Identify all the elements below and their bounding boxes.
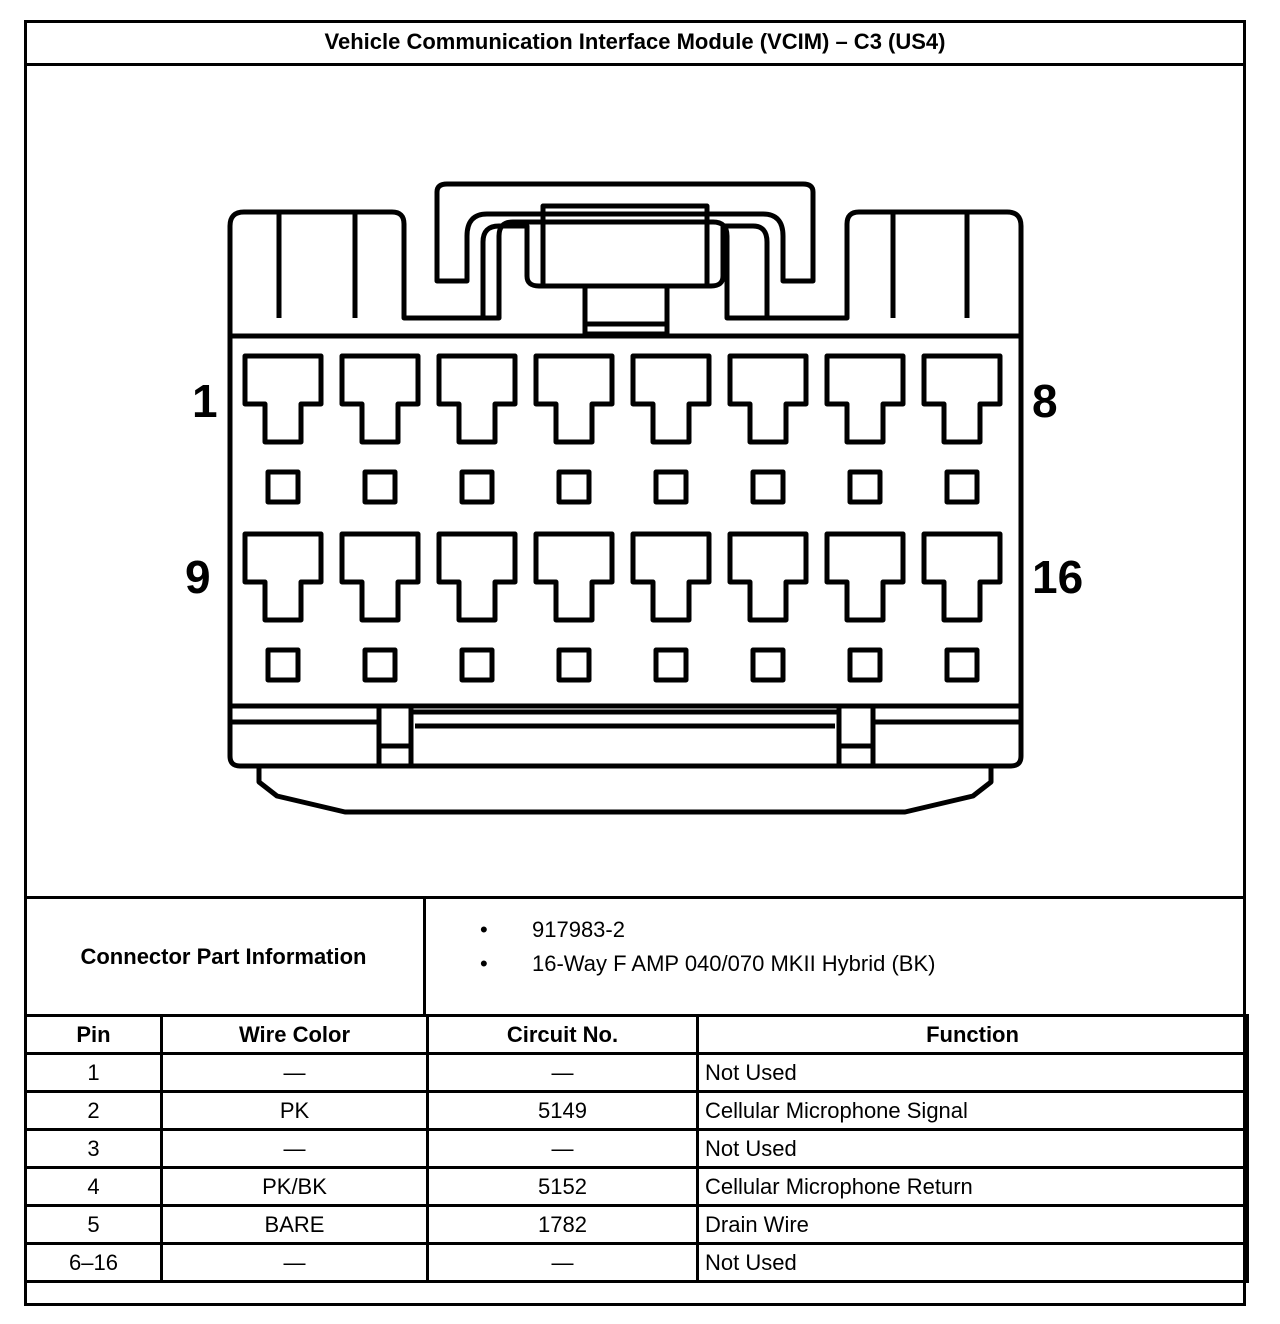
- cell-pin: 3: [26, 1130, 162, 1168]
- list-item: [456, 947, 935, 981]
- connector-info-list: [456, 913, 935, 981]
- bullet-icon: •: [480, 951, 488, 976]
- terminal-cavity-1: [245, 356, 321, 442]
- lock-key: [585, 286, 667, 334]
- terminal-lock-3: [462, 472, 492, 502]
- terminal-lock-11: [462, 650, 492, 680]
- cell-circuit: 1782: [428, 1206, 698, 1244]
- center-lock-outer: [437, 184, 813, 281]
- terminal-cavity-2: [342, 356, 418, 442]
- cell-circuit: 5149: [428, 1092, 698, 1130]
- table-row: [26, 1244, 1248, 1282]
- terminal-cavity-3: [439, 356, 515, 442]
- cavity-row-2: [245, 534, 1000, 680]
- terminal-cavity-13: [633, 534, 709, 620]
- table-row: [26, 1054, 1248, 1092]
- terminal-cavity-14: [730, 534, 806, 620]
- connector-description: 16-Way F AMP 040/070 MKII Hybrid (BK): [532, 951, 936, 976]
- cell-pin: 1: [26, 1054, 162, 1092]
- terminal-cavity-16: [924, 534, 1000, 620]
- connector-face-drawing: [27, 66, 1243, 896]
- terminal-lock-5: [656, 472, 686, 502]
- cavity-row-1: [245, 356, 1000, 502]
- terminal-cavity-15: [827, 534, 903, 620]
- terminal-lock-2: [365, 472, 395, 502]
- cell-circuit: —: [428, 1244, 698, 1282]
- cell-circuit: 5152: [428, 1168, 698, 1206]
- bullet-icon: •: [480, 917, 488, 942]
- cell-function: Not Used: [698, 1054, 1248, 1092]
- cell-function: Cellular Microphone Return: [698, 1168, 1248, 1206]
- cell-wire-color: BARE: [162, 1206, 428, 1244]
- terminal-lock-7: [850, 472, 880, 502]
- cell-wire-color: PK/BK: [162, 1168, 428, 1206]
- terminal-lock-6: [753, 472, 783, 502]
- cell-pin: 4: [26, 1168, 162, 1206]
- terminal-lock-15: [850, 650, 880, 680]
- cell-function: Not Used: [698, 1130, 1248, 1168]
- terminal-lock-4: [559, 472, 589, 502]
- cell-pin: 6–16: [26, 1244, 162, 1282]
- table-header-row: [26, 1016, 1248, 1054]
- terminal-lock-8: [947, 472, 977, 502]
- connector-diagram: [27, 66, 1243, 896]
- table-row: [26, 1130, 1248, 1168]
- cell-pin: 2: [26, 1092, 162, 1130]
- cell-function: Not Used: [698, 1244, 1248, 1282]
- terminal-cavity-8: [924, 356, 1000, 442]
- terminal-cavity-7: [827, 356, 903, 442]
- list-item: [456, 913, 935, 947]
- terminal-lock-1: [268, 472, 298, 502]
- pin-label-1: 1: [192, 375, 218, 427]
- pinout-table: [24, 1014, 1249, 1283]
- pin-label-8: 8: [1032, 375, 1058, 427]
- cell-circuit: —: [428, 1054, 698, 1092]
- terminal-cavity-5: [633, 356, 709, 442]
- terminal-lock-10: [365, 650, 395, 680]
- terminal-cavity-12: [536, 534, 612, 620]
- cell-function: Cellular Microphone Signal: [698, 1092, 1248, 1130]
- cell-wire-color: PK: [162, 1092, 428, 1130]
- cell-pin: 5: [26, 1206, 162, 1244]
- terminal-cavity-9: [245, 534, 321, 620]
- header-function: Function: [698, 1016, 1248, 1054]
- terminal-lock-14: [753, 650, 783, 680]
- table-row: [26, 1206, 1248, 1244]
- bottom-skirt: [259, 766, 991, 812]
- terminal-lock-13: [656, 650, 686, 680]
- cell-wire-color: —: [162, 1130, 428, 1168]
- terminal-cavity-6: [730, 356, 806, 442]
- pin-label-16: 16: [1032, 551, 1084, 603]
- part-number: 917983-2: [532, 917, 625, 942]
- terminal-lock-12: [559, 650, 589, 680]
- terminal-lock-9: [268, 650, 298, 680]
- cell-function: Drain Wire: [698, 1206, 1248, 1244]
- cell-wire-color: —: [162, 1054, 428, 1092]
- terminal-cavity-10: [342, 534, 418, 620]
- table-row: [26, 1168, 1248, 1206]
- pin-label-9: 9: [185, 551, 211, 603]
- header-circuit: Circuit No.: [428, 1016, 698, 1054]
- header-wire-color: Wire Color: [162, 1016, 428, 1054]
- connector-part-info: [24, 896, 1246, 1017]
- table-row: [26, 1092, 1248, 1130]
- terminal-cavity-11: [439, 534, 515, 620]
- page-title: Vehicle Communication Interface Module (VCIM) – C3 (US4): [24, 20, 1246, 66]
- terminal-lock-16: [947, 650, 977, 680]
- center-lock-inner: [483, 226, 767, 318]
- connector-info-label: Connector Part Information: [24, 899, 426, 1014]
- cell-wire-color: —: [162, 1244, 428, 1282]
- header-pin: Pin: [26, 1016, 162, 1054]
- terminal-cavity-4: [536, 356, 612, 442]
- housing-outline: [230, 212, 1021, 766]
- lock-tab: [543, 206, 707, 286]
- cell-circuit: —: [428, 1130, 698, 1168]
